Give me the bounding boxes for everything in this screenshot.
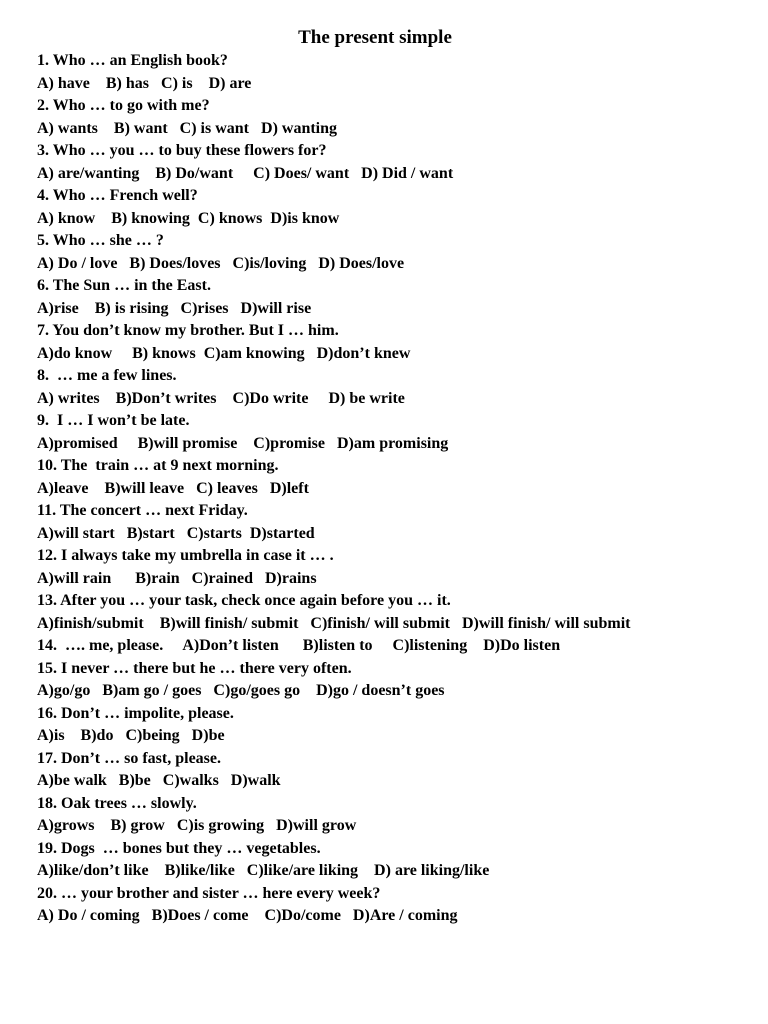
answer-options: A)go/go B)am go / goes C)go/goes go D)go / doesn’t goes — [37, 682, 445, 699]
question-text: 12. I always take my umbrella in case it … . — [37, 547, 334, 564]
question-text: 16. Don’t … impolite, please. — [37, 704, 234, 722]
answer-options: A) Do / coming B)Does / come C)Do/come D)Are / coming — [37, 907, 458, 924]
answer-options: A)do know B) knows C)am knowing D)don’t knew — [37, 344, 411, 362]
answer-options: A)will start B)start C)starts D)started — [37, 524, 315, 542]
question-text: 20. … your brother and sister … here every week? — [37, 884, 381, 902]
question-text: 18. Oak trees … slowly. — [37, 794, 197, 812]
question-text: 6. The Sun … in the East. — [37, 277, 211, 294]
question-text: 15. I never … there but he … there very often. — [37, 659, 352, 677]
question-text: 19. Dogs … bones but they … vegetables. — [37, 839, 321, 857]
answer-options: A)leave B)will leave C) leaves D)left — [37, 479, 309, 497]
question-text: 4. Who … French well? — [37, 187, 198, 204]
answer-options: A)be walk B)be C)walks D)walk — [37, 772, 281, 789]
answer-options: A)is B)do C)being D)be — [37, 727, 225, 744]
question-text: 2. Who … to go with me? — [37, 97, 210, 114]
answer-options: A)rise B) is rising C)rises D)will rise — [37, 299, 312, 317]
question-text: 7. You don’t know my brother. But I … him. — [37, 322, 339, 339]
answer-options: A) writes B)Don’t writes C)Do write D) be write — [37, 389, 405, 407]
answer-options: A)will rain B)rain C)rained D)rains — [37, 569, 317, 587]
question-text: 11. The concert … next Friday. — [37, 502, 248, 519]
question-text: 8. … me a few lines. — [37, 367, 177, 384]
answer-options: A) know B) knowing C) knows D)is know — [37, 209, 340, 227]
question-list — [37, 50, 752, 928]
answer-options: A)promised B)will promise C)promise D)am promising — [37, 434, 449, 452]
question-text: 1. Who … an English book? — [37, 52, 228, 69]
answer-options: A) Do / love B) Does/loves C)is/loving D) Does/love — [37, 254, 405, 272]
question-text: 5. Who … she … ? — [37, 232, 164, 249]
answer-options: A)grows B) grow C)is growing D)will grow — [37, 817, 357, 834]
answer-options: A)finish/submit B)will finish/ submit C)finish/ will submit D)will finish/ will submit — [37, 614, 631, 632]
answer-options: A) are/wanting B) Do/want C) Does/ want D) Did / want — [37, 164, 454, 182]
answer-options: A)like/don’t like B)like/like C)like/are liking D) are liking/like — [37, 862, 490, 879]
page-title: The present simple — [298, 27, 452, 48]
question-text: 14. …. me, please. A)Don’t listen B)listen to C)listening D)Do listen — [37, 637, 561, 654]
answer-options: A) wants B) want C) is want D) wanting — [37, 119, 338, 137]
question-text: 10. The train … at 9 next morning. — [37, 457, 279, 474]
question-text: 3. Who … you … to buy these flowers for? — [37, 142, 327, 159]
question-text: 9. I … I won’t be late. — [37, 412, 190, 429]
question-text: 13. After you … your task, check once again before you … it. — [37, 592, 451, 609]
answer-options: A) have B) has C) is D) are — [37, 74, 252, 92]
question-text: 17. Don’t … so fast, please. — [37, 749, 221, 767]
